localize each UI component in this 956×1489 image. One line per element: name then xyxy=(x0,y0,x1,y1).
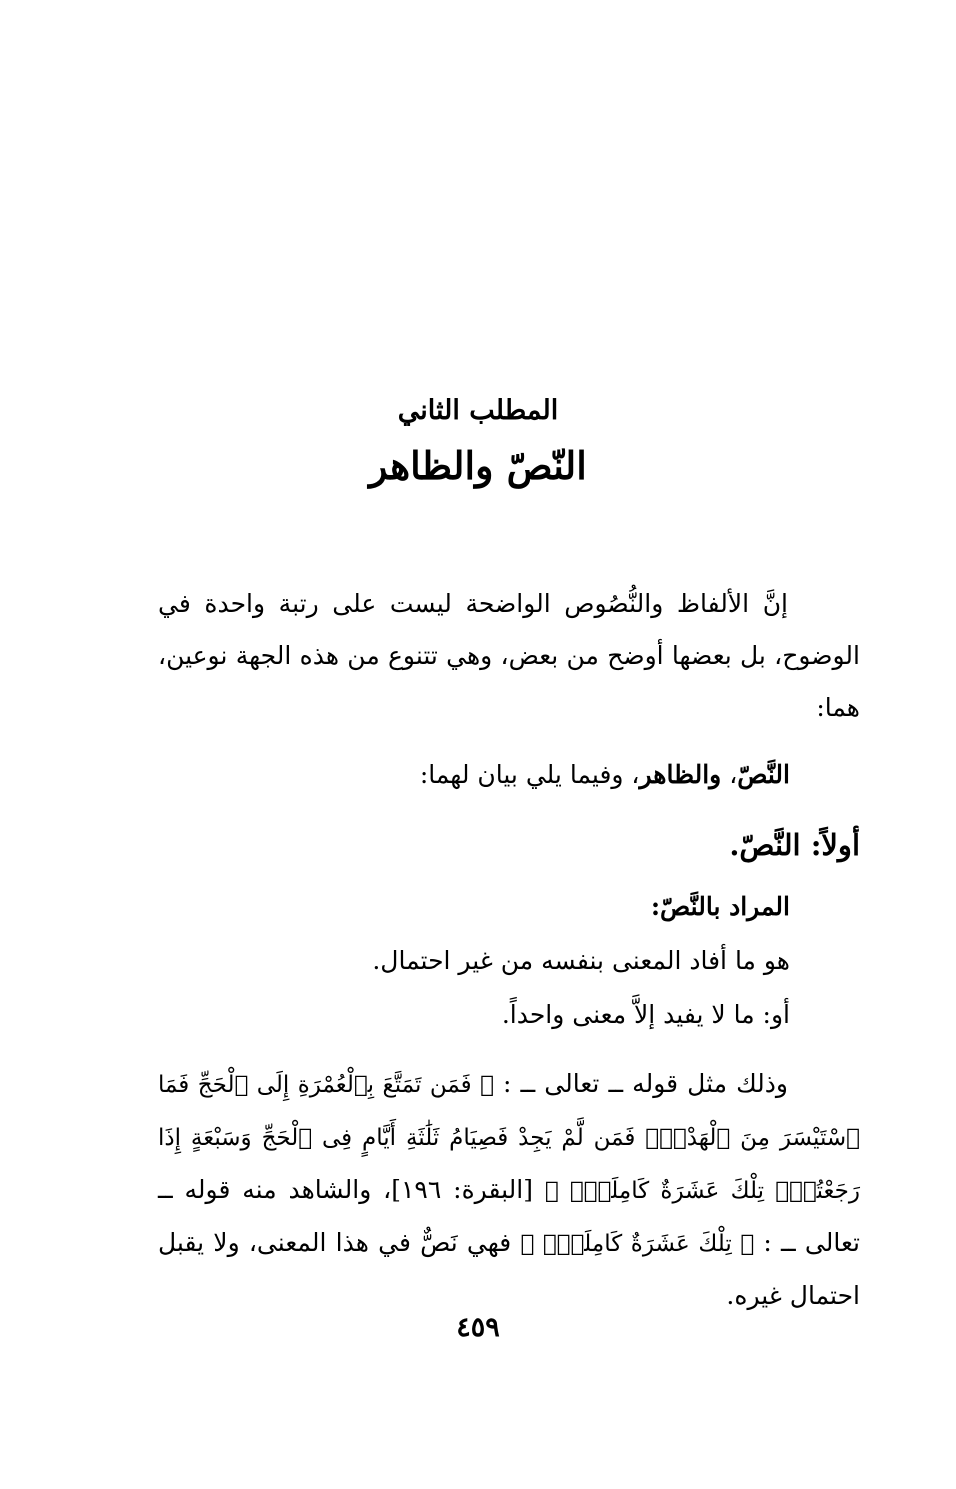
section-label: المطلب الثاني xyxy=(397,395,559,426)
term-zahir: والظاهر xyxy=(639,760,722,789)
example-paragraph xyxy=(158,1058,860,1322)
example-middle: ، والشاهد منه قوله ــ تعالى ــ : xyxy=(158,1175,860,1257)
quran-verse-excerpt: ﴿ تِلْكَ عَشَرَةٌ كَامِلَةٌۗ ﴾ xyxy=(520,1231,755,1257)
verse-citation: [البقرة: ١٩٦] xyxy=(391,1175,533,1204)
quran-verse-full: ﴿ فَمَن تَمَتَّعَ بِٱلْعُمْرَةِ إِلَى ٱلْحَجِّ فَمَا ٱسْتَيْسَرَ مِنَ ٱلْهَدْيِۚ فَمَن لَّمْ يَجِدْ فَصِيَامُ ثَلَٰثَةِ أَيَّامٍ فِى ٱلْحَجِّ وَسَبْعَةٍ إِذَا رَجَعْتُمْۗ تِلْكَ عَشَرَةٌ كَامِلَةٌۗ ﴾ xyxy=(158,1072,860,1204)
definition-line-2: أو: ما لا يفيد إلاَّ معنى واحداً. xyxy=(501,1000,790,1029)
types-line xyxy=(158,750,790,800)
types-rest: ، وفيما يلي بيان لهما: xyxy=(419,760,640,789)
term-nass: النَّصّ xyxy=(737,760,790,789)
first-heading: أولاً: النَّصّ. xyxy=(729,828,860,862)
section-title: النّصّ والظاهر xyxy=(369,443,587,488)
page-number: ٤٥٩ xyxy=(456,1312,500,1343)
types-separator: ، xyxy=(721,760,738,789)
definition-line-1: هو ما أفاد المعنى بنفسه من غير احتمال. xyxy=(372,946,790,975)
example-conclusion: فهي نَصٌّ في هذا المعنى، ولا يقبل احتمال غيره. xyxy=(158,1228,860,1310)
intro-paragraph: إنَّ الألفاظ والنُّصُوص الواضحة ليست على رتبة واحدة في الوضوح، بل بعضها أوضح من بعض، وهي تتنوع من هذه الجهة نوعين، هما: xyxy=(158,589,860,722)
definition-label: المراد بالنَّصّ: xyxy=(650,892,790,921)
example-lead: وذلك مثل قوله ــ تعالى ــ : xyxy=(503,1069,788,1098)
